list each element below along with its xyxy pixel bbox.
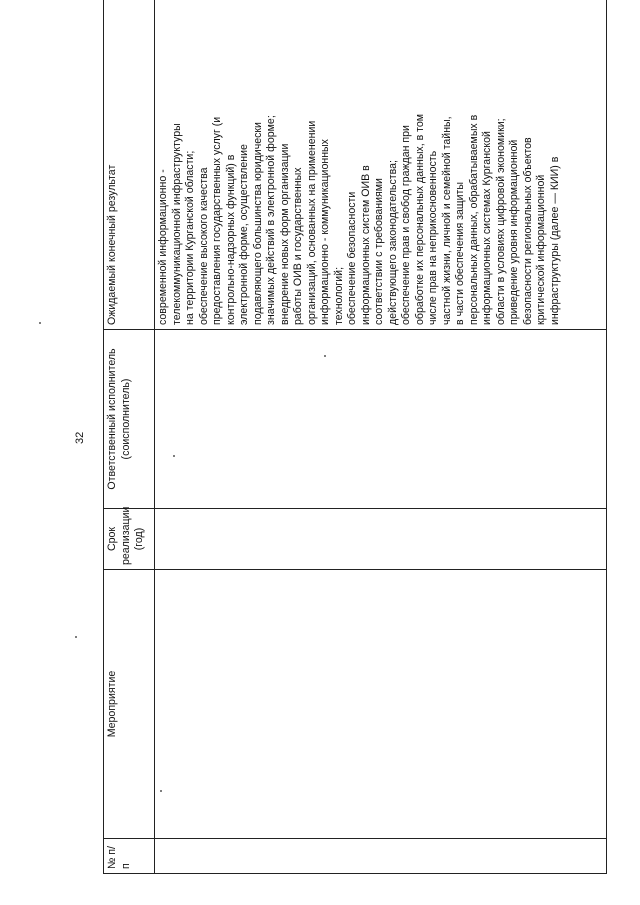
table-row bbox=[155, 0, 607, 874]
page-number: 32 bbox=[74, 431, 86, 444]
measures-table bbox=[103, 0, 607, 874]
scan-speck bbox=[324, 355, 326, 357]
result-line: безопасности региональных объектов bbox=[521, 137, 534, 325]
result-line: контрольно-надзорных функций) в bbox=[224, 154, 237, 325]
header-result: Ожидаемый конечный результат bbox=[104, 0, 155, 330]
result-line: соответствии с требованиями bbox=[373, 178, 385, 325]
result-line: обеспечение безопасности bbox=[346, 191, 358, 325]
result-line: технологий; bbox=[332, 266, 345, 325]
result-line: персональных данных, обрабатываемых в bbox=[467, 114, 480, 325]
cell-executor bbox=[155, 330, 607, 509]
result-line: обеспечение высокого качества bbox=[197, 167, 210, 325]
header-measure: Мероприятие bbox=[104, 570, 155, 839]
cell-result bbox=[155, 0, 607, 330]
cell-period bbox=[155, 509, 607, 570]
result-line: предоставления государственных услуг (и bbox=[211, 116, 223, 325]
scan-speck bbox=[75, 636, 77, 638]
result-line: инфраструктуры (далее — КИИ) в bbox=[548, 156, 561, 325]
result-text bbox=[157, 0, 562, 325]
result-line: современной информационно - bbox=[157, 169, 169, 325]
result-line: информационных системах Курганской bbox=[481, 131, 493, 325]
result-line: информационных систем ОИВ в bbox=[359, 165, 372, 325]
result-line: на территории Курганской области; bbox=[184, 150, 196, 325]
result-line: обеспечение прав и свобод граждан при bbox=[400, 125, 412, 325]
result-line: внедрение новых форм организации bbox=[278, 143, 291, 325]
header-period: Срок реализации (год) bbox=[104, 509, 155, 570]
result-line: электронной форме, осуществление bbox=[238, 144, 250, 325]
cell-number bbox=[155, 839, 607, 874]
result-line: приведение уровня информационной bbox=[508, 139, 520, 325]
scan-speck bbox=[160, 790, 162, 792]
result-line: действующего законодательства; bbox=[386, 160, 399, 325]
result-line: телекоммуникационной инфраструктуры bbox=[170, 123, 183, 325]
result-line: критической информационной bbox=[535, 174, 547, 325]
header-number: № п/ п bbox=[104, 839, 155, 874]
header-executor: Ответственный исполнитель (соисполнитель) bbox=[104, 330, 155, 509]
table-container bbox=[103, 18, 607, 874]
result-line: подавляющего большинства юридически bbox=[251, 122, 264, 325]
result-line: частной жизни, личной и семейной тайны, bbox=[440, 116, 453, 325]
scan-speck bbox=[173, 455, 175, 457]
result-line: значимых действий в электронной форме; bbox=[265, 115, 277, 325]
result-line: области в условиях цифровой экономики; bbox=[494, 118, 507, 325]
table-header-row bbox=[104, 0, 155, 874]
result-line: в части обеспечения защиты bbox=[454, 181, 466, 325]
result-line: работы ОИВ и государственных bbox=[292, 167, 304, 325]
result-line: организаций, основанных на применении bbox=[305, 120, 318, 325]
cell-measure bbox=[155, 570, 607, 839]
result-line: обработке их персональных данных, в том bbox=[413, 113, 426, 325]
result-line: информационно - коммуникационных bbox=[319, 139, 331, 325]
result-line: числе прав на неприкосновенность bbox=[427, 150, 439, 325]
scan-speck bbox=[39, 322, 41, 324]
